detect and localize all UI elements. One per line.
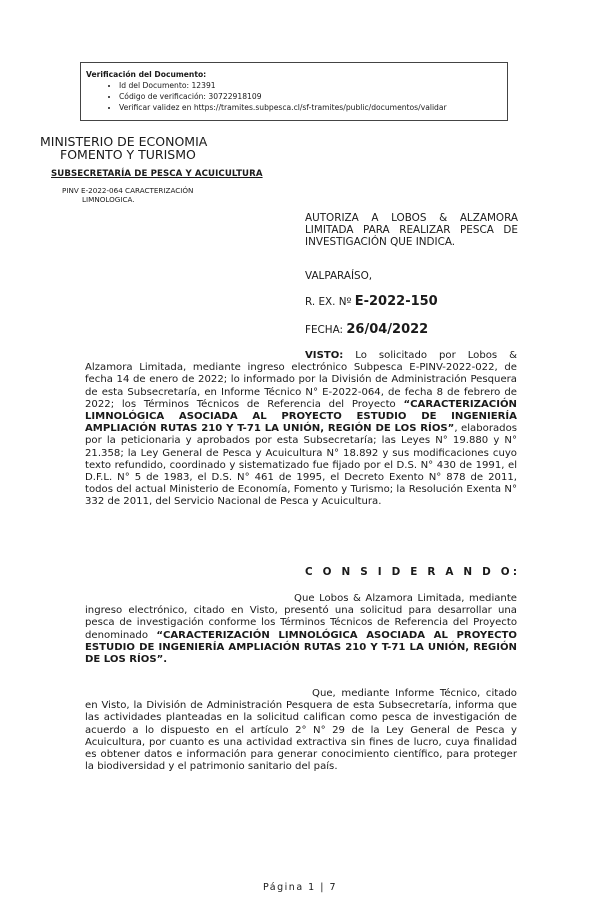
visto-text-2: , elaborados por la peticionaria y aprobados por esta Subsecretaría; las Leyes N° 19.880 y N° 21.358; la Ley General de Pesca y Acuicultura N° 18.892 y sus modificaciones cuyo texto refundido, coordinado y sistematizado fue fijado por el D.S. N° 430 de 1991, el D.F.L. N° 5 de 1983, el D.S. N° 461 de 1995, el Decreto Exento N° 878 de 2011, todos del actual Ministerio de Economía, Fomento y Turismo; la Resolución Exenta N° 332 de 2011, del Servicio Nacional de Pesca y Acuicultura. bbox=[85, 423, 517, 508]
page-footer: Página 1 | 7 bbox=[263, 882, 337, 893]
resolution-date-label: FECHA: bbox=[305, 324, 344, 336]
verification-list bbox=[86, 80, 507, 113]
resolution-number bbox=[305, 294, 438, 309]
resolution-summary: AUTORIZA A LOBOS & ALZAMORA LIMITADA PARA REALIZAR PESCA DE INVESTIGACIÓN QUE INDICA. bbox=[305, 212, 518, 248]
resolution-date-value: 26/04/2022 bbox=[346, 322, 429, 337]
considerando-paragraph-2 bbox=[85, 688, 517, 773]
verification-item-url: • Verificar validez en https://tramites.subpesca.cl/sf-tramites/public/documentos/validar bbox=[119, 102, 507, 113]
considerando-heading: C O N S I D E R A N D O: bbox=[305, 566, 521, 578]
considerando-1-text: Que Lobos & Alzamora Limitada, mediante ingreso electrónico, citado en Visto, presentó una solicitud para desarrollar una pesca de investigación conforme los Términos Técnicos de Referencia del Proyecto denominado bbox=[85, 593, 517, 641]
visto-project-name: “CARACTERIZACIÓN LIMNOLÓGICA ASOCIADA AL PROYECTO ESTUDIO DE INGENIERÍA AMPLIACIÓN RUTAS 210 Y T-71 LA UNIÓN, REGIÓN DE LOS RÍOS” bbox=[85, 398, 517, 435]
reference-code bbox=[62, 186, 212, 204]
ministry-line-1: MINISTERIO DE ECONOMIA bbox=[40, 134, 208, 149]
considerando-paragraph-1 bbox=[85, 593, 517, 666]
considerando-2-text: Que, mediante Informe Técnico, citado en Visto, la División de Administración Pesquera de esta Subsecretaría, informa que las actividades planteadas en la solicitud califican como pesca de investigación de acuerdo a lo dispuesto en el artículo 2° N° 29 de la Ley General de Pesca y Acuicultura, por cuanto es una actividad extractiva sin fines de lucro, cuya finalidad es obtener datos e información para generar conocimiento científico, para proteger la biodiversidad y el patrimonio sanitario del país. bbox=[85, 688, 517, 773]
resolution-date bbox=[305, 322, 428, 337]
place: VALPARAÍSO, bbox=[305, 270, 373, 282]
ministry-header bbox=[40, 135, 230, 161]
subsecretaria-title: SUBSECRETARÍA DE PESCA Y ACUICULTURA bbox=[51, 169, 263, 179]
verification-box bbox=[80, 62, 508, 121]
considerando-1-project: “CARACTERIZACIÓN LIMNOLÓGICA ASOCIADA AL PROYECTO ESTUDIO DE INGENIERÍA AMPLIACIÓN RUTAS 210 Y T-71 LA UNIÓN, REGIÓN DE LOS RÍOS”. bbox=[85, 629, 517, 666]
visto-text-1: Lo solicitado por Lobos & Alzamora Limitada, mediante ingreso electrónico Subpesca E-PINV-2022-022, de fecha 14 de enero de 2022; lo informado por la División de Administración Pesquera de esta Subsecretaría, en Informe Técnico N° E-2022-064, de fecha 8 de febrero de 2022; los Términos Técnicos de Referencia del Proyecto bbox=[85, 350, 517, 410]
visto-paragraph bbox=[85, 350, 517, 509]
reference-line-1: PINV E-2022-064 CARACTERIZACIÓN bbox=[62, 186, 194, 195]
verification-item-id: • Id del Documento: 12391 bbox=[119, 80, 507, 91]
visto-label: VISTO: bbox=[305, 350, 344, 361]
resolution-number-label: R. EX. Nº bbox=[305, 296, 352, 308]
resolution-number-value: E-2022-150 bbox=[354, 294, 438, 309]
ministry-line-2: FOMENTO Y TURISMO bbox=[60, 147, 196, 162]
reference-line-2: LIMNOLOGICA. bbox=[82, 195, 135, 204]
verification-title: Verificación del Documento: bbox=[86, 70, 207, 79]
verification-item-code: • Código de verificación: 30722918109 bbox=[119, 91, 507, 102]
